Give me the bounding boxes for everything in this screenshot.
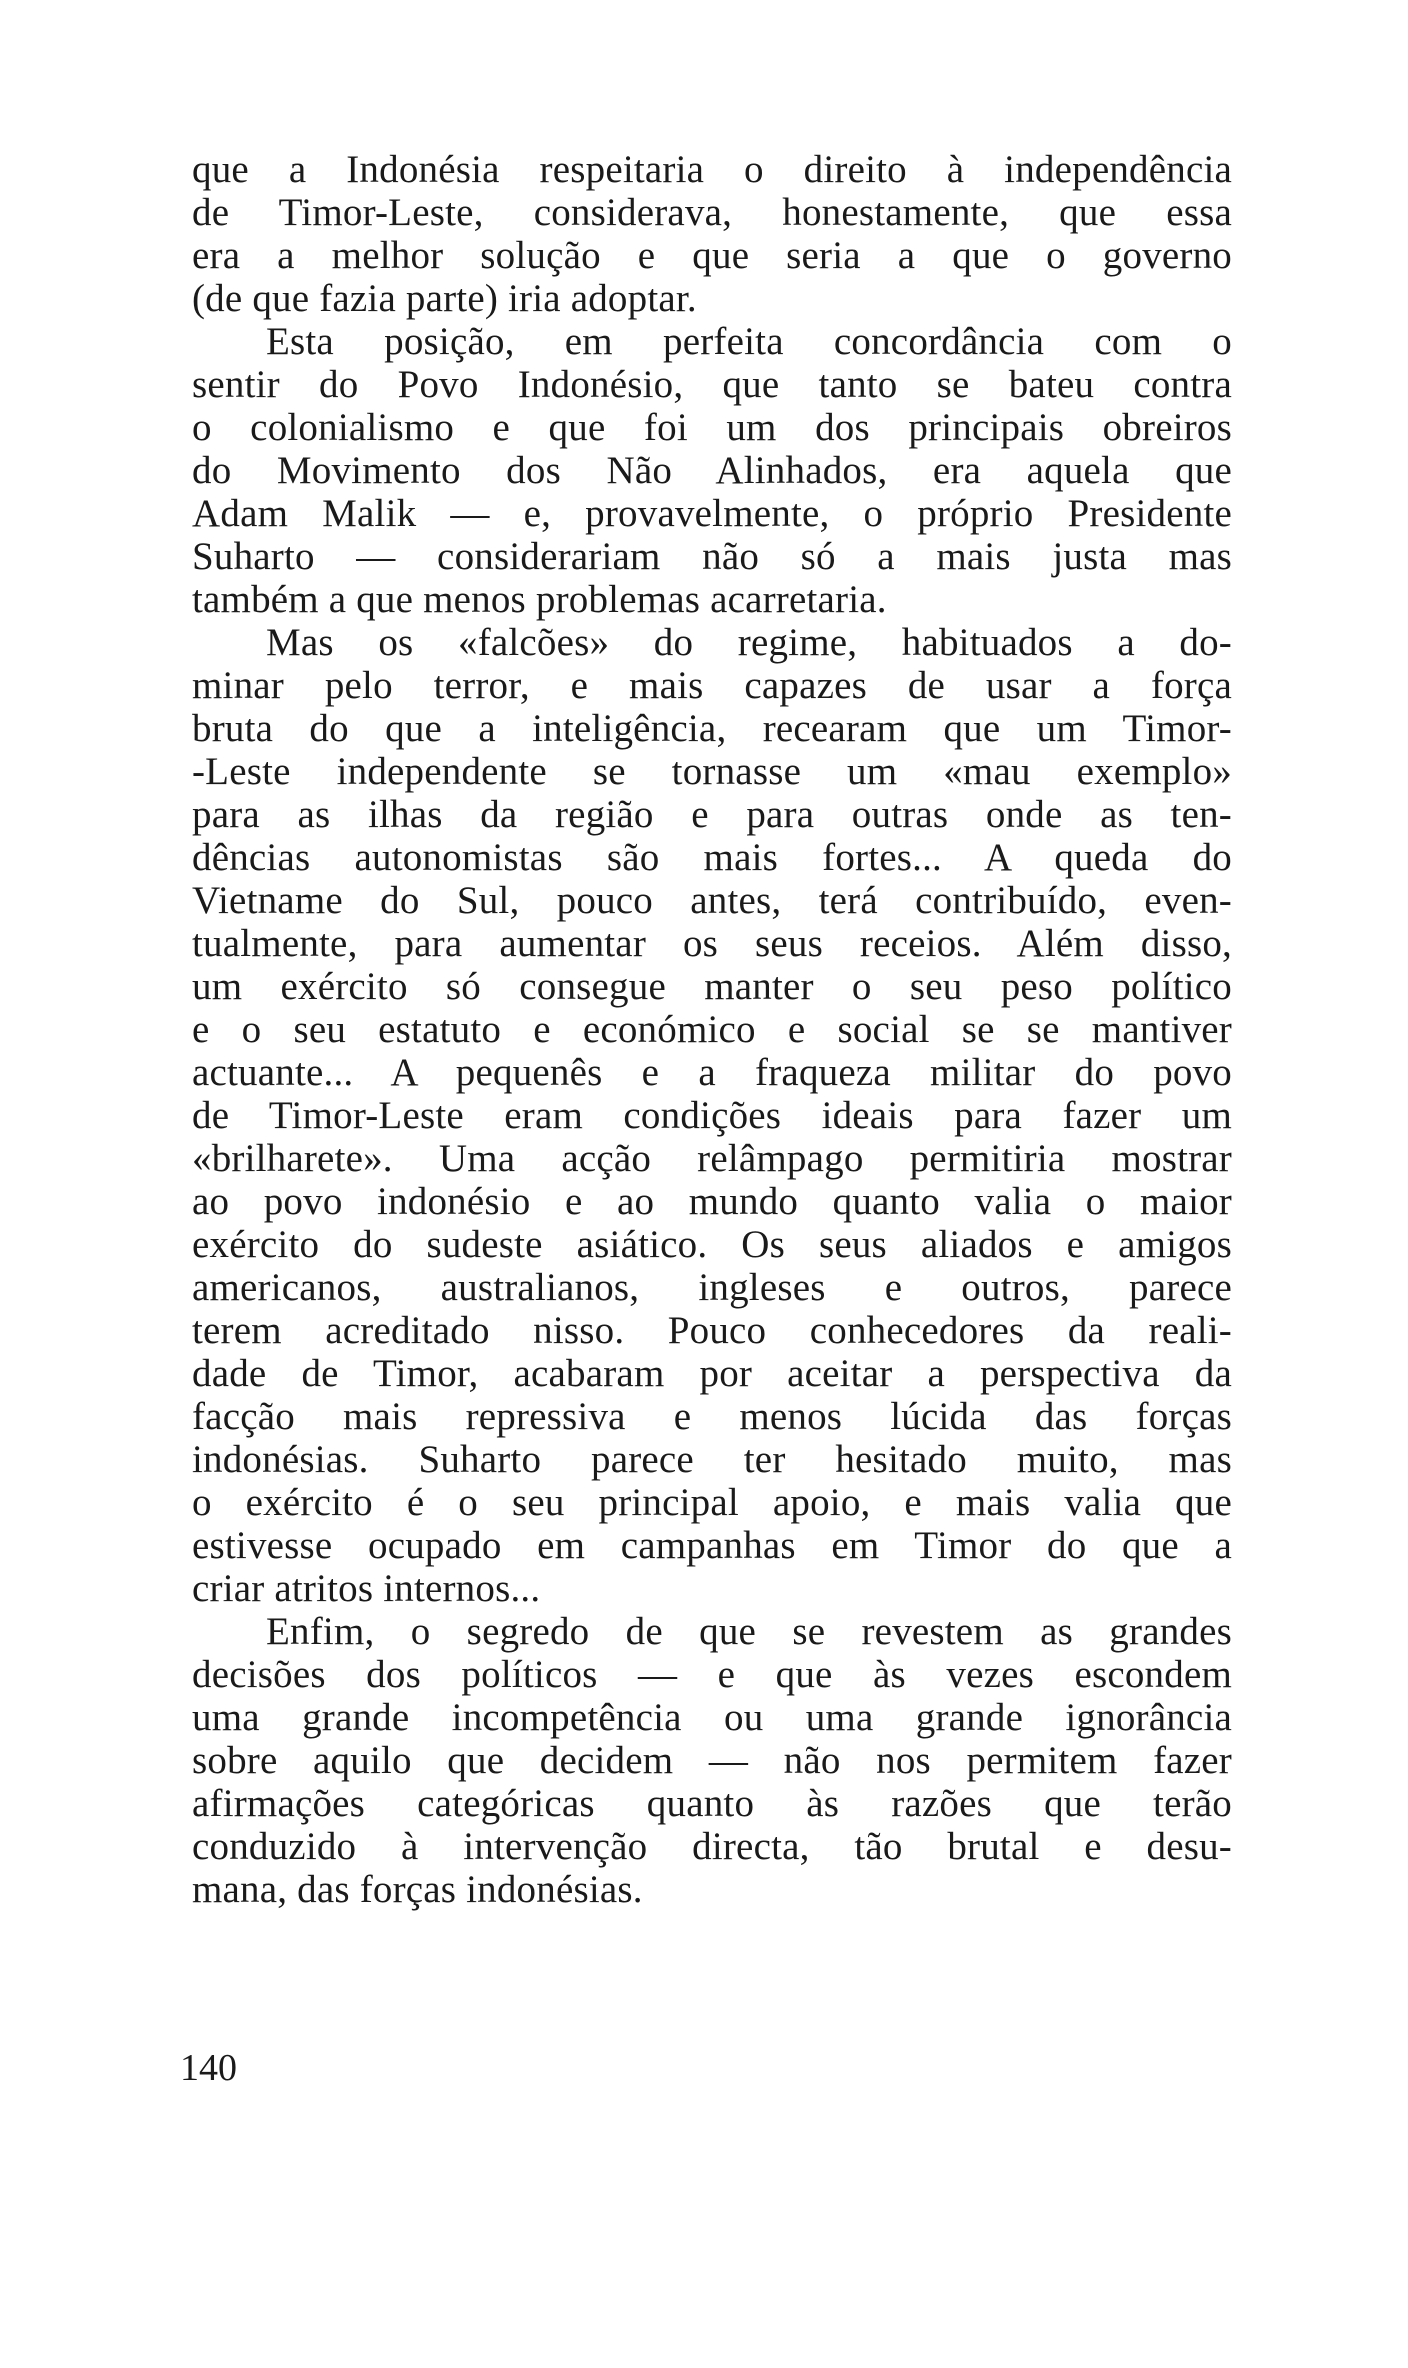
- paragraph-3: [192, 621, 1232, 1610]
- text-line: para as ilhas da região e para outras onde as ten-: [192, 793, 1232, 836]
- text-line: Enfim, o segredo de que se revestem as grandes: [266, 1610, 1232, 1653]
- text-line: que a Indonésia respeitaria o direito à independência: [192, 148, 1232, 191]
- text-line: uma grande incompetência ou uma grande ignorância: [192, 1696, 1232, 1739]
- text-line: do Movimento dos Não Alinhados, era aquela que: [192, 449, 1232, 492]
- text-line: -Leste independente se tornasse um «mau exemplo»: [192, 750, 1232, 793]
- text-line: sentir do Povo Indonésio, que tanto se bateu contra: [192, 363, 1232, 406]
- text-line: um exército só consegue manter o seu peso político: [192, 965, 1232, 1008]
- text-line: o exército é o seu principal apoio, e mais valia que: [192, 1481, 1232, 1524]
- text-line: o colonialismo e que foi um dos principais obreiros: [192, 406, 1232, 449]
- text-line: Adam Malik — e, provavelmente, o próprio Presidente: [192, 492, 1232, 535]
- text-line: terem acreditado nisso. Pouco conhecedores da reali-: [192, 1309, 1232, 1352]
- paragraph-4: [192, 1610, 1232, 1911]
- text-line: criar atritos internos...: [192, 1567, 541, 1610]
- text-line: exército do sudeste asiático. Os seus aliados e amigos: [192, 1223, 1232, 1266]
- text-line: tualmente, para aumentar os seus receios. Além disso,: [192, 922, 1232, 965]
- document-page: [192, 148, 1232, 1911]
- paragraph-2: [192, 320, 1232, 621]
- text-line: dências autonomistas são mais fortes... A queda do: [192, 836, 1232, 879]
- text-line: de Timor-Leste eram condições ideais para fazer um: [192, 1094, 1232, 1137]
- text-line: afirmações categóricas quanto às razões que terão: [192, 1782, 1232, 1825]
- text-line: decisões dos políticos — e que às vezes escondem: [192, 1653, 1232, 1696]
- text-line: Mas os «falcões» do regime, habituados a do-: [266, 621, 1232, 664]
- text-line: americanos, australianos, ingleses e outros, parece: [192, 1266, 1232, 1309]
- text-line: bruta do que a inteligência, recearam que um Timor-: [192, 707, 1232, 750]
- text-line: conduzido à intervenção directa, tão brutal e desu-: [192, 1825, 1232, 1868]
- text-line: minar pelo terror, e mais capazes de usar a força: [192, 664, 1232, 707]
- text-line: também a que menos problemas acarretaria.: [192, 578, 887, 621]
- text-line: «brilharete». Uma acção relâmpago permitiria mostrar: [192, 1137, 1232, 1180]
- text-line: e o seu estatuto e económico e social se se mantiver: [192, 1008, 1232, 1051]
- text-line: (de que fazia parte) iria adoptar.: [192, 277, 697, 320]
- text-line: de Timor-Leste, considerava, honestamente, que essa: [192, 191, 1232, 234]
- text-line: Suharto — considerariam não só a mais justa mas: [192, 535, 1232, 578]
- text-line: estivesse ocupado em campanhas em Timor do que a: [192, 1524, 1232, 1567]
- text-line: ao povo indonésio e ao mundo quanto valia o maior: [192, 1180, 1232, 1223]
- text-line: facção mais repressiva e menos lúcida das forças: [192, 1395, 1232, 1438]
- text-line: Vietname do Sul, pouco antes, terá contribuído, even-: [192, 879, 1232, 922]
- text-line: mana, das forças indonésias.: [192, 1868, 643, 1911]
- page-number: 140: [180, 2047, 237, 2089]
- text-line: indonésias. Suharto parece ter hesitado muito, mas: [192, 1438, 1232, 1481]
- text-line: dade de Timor, acabaram por aceitar a perspectiva da: [192, 1352, 1232, 1395]
- paragraph-1: [192, 148, 1232, 320]
- text-line: actuante... A pequenês e a fraqueza militar do povo: [192, 1051, 1232, 1094]
- text-line: Esta posição, em perfeita concordância com o: [266, 320, 1232, 363]
- text-line: sobre aquilo que decidem — não nos permitem fazer: [192, 1739, 1232, 1782]
- text-line: era a melhor solução e que seria a que o governo: [192, 234, 1232, 277]
